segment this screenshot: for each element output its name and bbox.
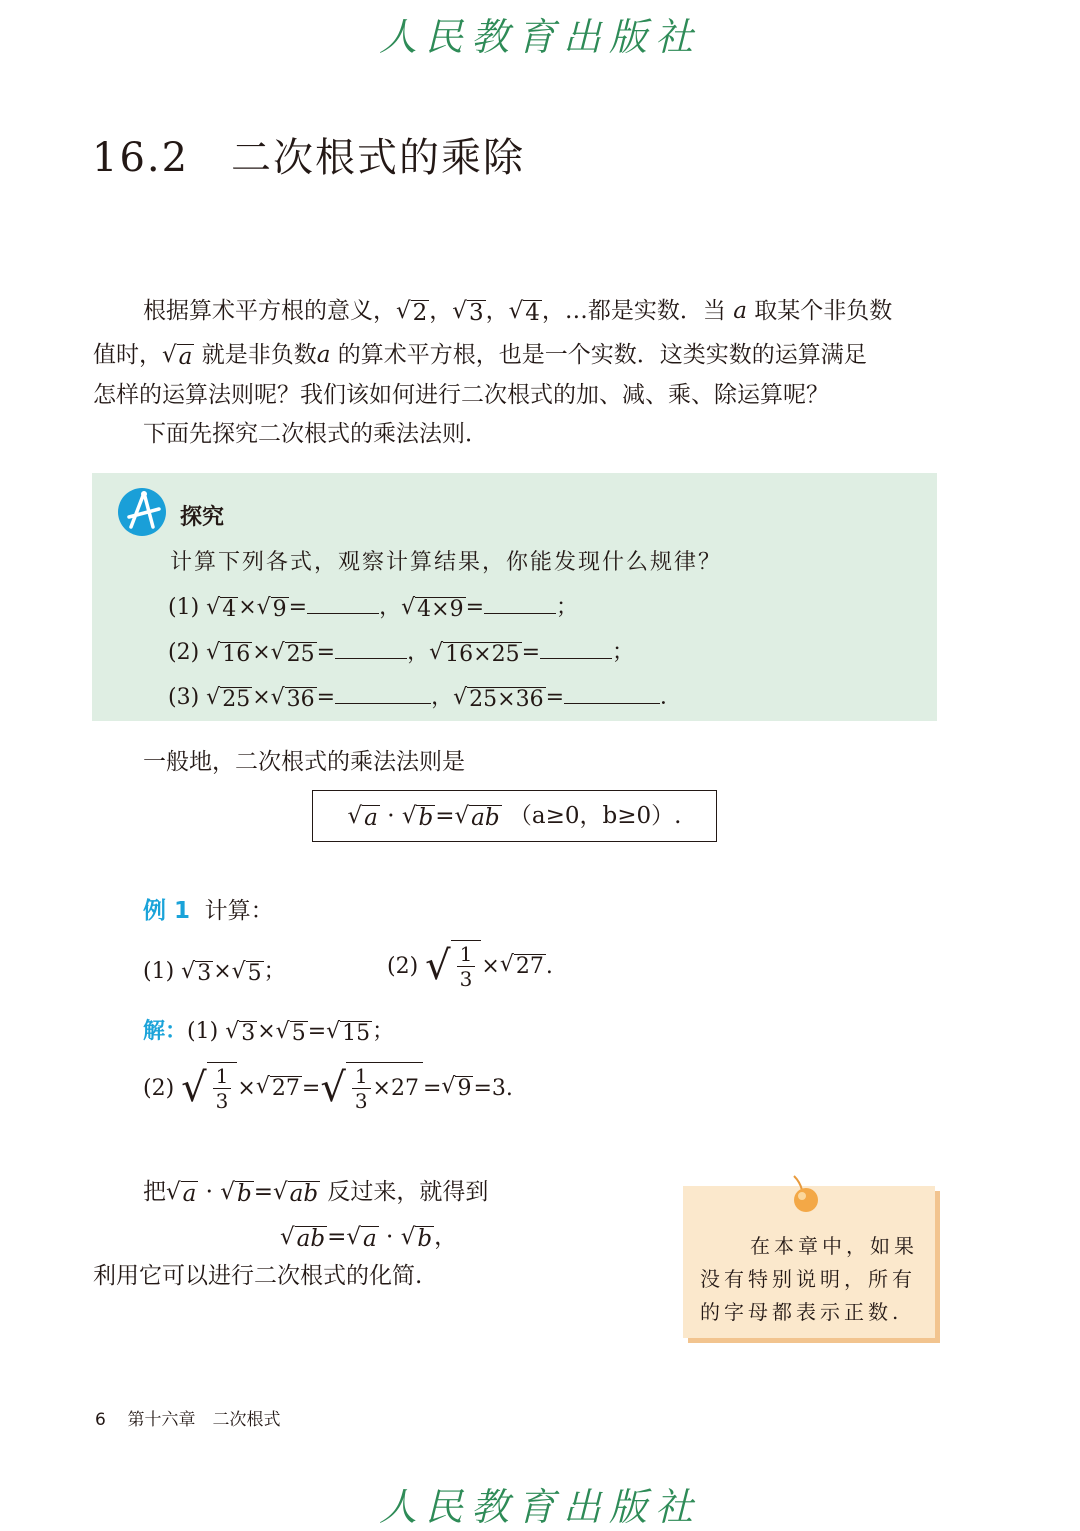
sqrt-2: √ 2 <box>396 298 428 326</box>
publisher-logo: 人民教育出版社 <box>378 15 701 59</box>
answer-blank[interactable] <box>564 681 660 704</box>
publisher-logo: 人民教育出版社 <box>378 1485 701 1529</box>
general-statement: 一般地，二次根式的乘法法则是 <box>143 749 465 775</box>
explore-item-3: (3) √ 25 × √ 36 = ， √ 25×36 = ． <box>168 678 682 718</box>
example-q1: (1) √ 3 × √ 5 ； <box>143 959 286 986</box>
section-title: 16.2 二次根式的乘除 <box>92 135 526 181</box>
intro-text: 值时， <box>93 342 162 368</box>
side-note-text: 在本章中，如果没有特别说明，所有的字母都表示正数. <box>700 1234 918 1324</box>
answer-blank[interactable] <box>484 591 556 614</box>
reverse-formula: √ ab = √ a · √ b ， <box>280 1224 458 1252</box>
intro-text: ，…都是实数．当 <box>541 298 726 324</box>
answer-blank[interactable] <box>335 636 407 659</box>
example-q2: (2) √ $\frac{1}{3}$ × √ 27 . <box>387 942 553 991</box>
answer-blank[interactable] <box>335 681 431 704</box>
intro-line-2: 值时， √ a 就是非负数a 的算术平方根，也是一个实数．这类实数的运算满足 <box>93 342 867 370</box>
solution-2: (2) √ $\frac{1}{3}$ × √ 27 = √ $\frac{1}{3}$ ×27 = √ 9 =3. <box>143 1064 513 1113</box>
chapter-title: 第十六章 二次根式 <box>127 1410 281 1430</box>
explore-item-2: (2) √ 16 × √ 25 = ， √ 16×25 = ； <box>168 633 634 673</box>
answer-blank[interactable] <box>540 636 612 659</box>
intro-text: 就是非负数 <box>201 342 317 368</box>
sqrt-4: √ 4 <box>508 298 540 326</box>
intro-line-4: 下面先探究二次根式的乘法法则． <box>143 421 488 447</box>
sqrt-a: √ a <box>162 342 193 370</box>
explore-item-1: (1) √ 4 × √ 9 = ， √ 4×9 = ； <box>168 588 578 628</box>
intro-text: 的算术平方根，也是一个实数．这类实数的运算满足 <box>337 342 867 368</box>
solution-1: 解：(1) √ 3 × √ 5 = √ 15 ； <box>143 1019 395 1046</box>
pushpin-icon <box>784 1172 824 1216</box>
intro-line-1: 根据算术平方根的意义， √ 2 ， √ 3 ， √ 4 ，…都是实数．当 a 取某个非负数 <box>143 298 893 326</box>
page-footer <box>95 1405 280 1430</box>
multiplication-rule-box: √ a · √ b = √ ab （a≥0，b≥0）. <box>312 790 717 842</box>
explore-title: 探究 <box>180 505 225 530</box>
example-label: 例 1 <box>143 898 191 924</box>
reverse-line: 把 √ a · √ b = √ ab 反过来，就得到 <box>143 1179 489 1207</box>
answer-blank[interactable] <box>307 591 379 614</box>
intro-text: 取某个非负数 <box>754 298 893 324</box>
page-number: 6 <box>95 1410 106 1430</box>
rule-conditions: （a≥0，b≥0）. <box>508 803 682 829</box>
solution-label: 解： <box>143 1019 188 1044</box>
compass-icon <box>117 487 167 537</box>
explore-prompt: 计算下列各式，观察计算结果，你能发现什么规律？ <box>170 550 723 575</box>
intro-text: 根据算术平方根的意义， <box>143 298 396 324</box>
example-task: 计算： <box>204 898 274 924</box>
reverse-conclusion: 利用它可以进行二次根式的化简. <box>93 1263 423 1289</box>
sqrt-3: √ 3 <box>452 298 484 326</box>
intro-line-3: 怎样的运算法则呢？我们该如何进行二次根式的加、减、乘、除运算呢？ <box>93 382 829 408</box>
example-header <box>143 891 274 931</box>
